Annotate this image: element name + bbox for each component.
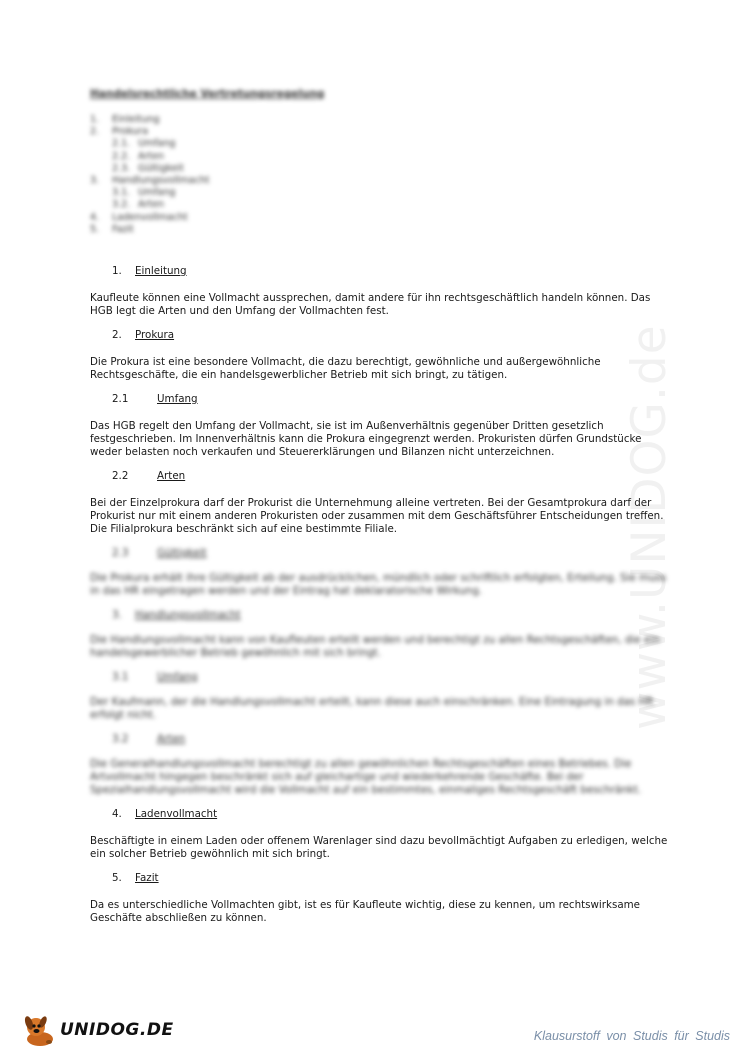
toc-item: 2.2. Arten [112,150,164,162]
section-heading-arten: 2.2 Arten [112,469,186,482]
paragraph-umfang: Das HGB regelt den Umfang der Vollmacht, sie ist im Außenverhältnis gegenüber Dritten gesetzlich festgeschrieben. Im Innenverhältnis kann die Prokura eingegrenzt werden. Prokuristen dürfen Grundstücke weder belasten noch verkaufen und Steuererklärungen und Bilanzen nicht unterzeichnen. [90,419,642,458]
section-heading-umfang: 2.1 Umfang [112,392,198,405]
toc-item: 2.3. Gültigkeit [112,162,184,174]
paragraph-ladenvollmacht: Beschäftigte in einem Laden oder offenem Warenlager sind dazu bevollmächtigt Aufgaben zu erledigen, welche ein solcher Betrieb gewöhnlich mit sich bringt. [90,834,668,860]
toc-item: 2.1. Umfang [112,138,176,150]
section-heading-hv-arten: 3.2 Arten [112,732,186,745]
section-heading-fazit: 5. Fazit [112,871,159,884]
paragraph-arten: Bei der Einzelprokura darf der Prokurist die Unternehmung alleine vertreten. Bei der Gesamtprokura darf der Prokurist nur mit einem anderen Prokuristen oder zusammen mit dem Geschäftsführer Entscheidungen treffen. Die Filialprokura beschränkt sich auf eine bestimmte Filiale. [90,496,664,535]
paragraph-handlungsvollmacht: Die Handlungsvollmacht kann von Kaufleuten erteilt werden und berechtigt zu allen Rechtsgeschäften, die ein handelsgewerblicher Betrieb gewöhnlich mit sich bringt. [90,633,660,659]
section-heading-ladenvollmacht: 4. Ladenvollmacht [112,807,218,820]
toc-item: 3. Handlungsvollmacht [90,174,210,186]
section-heading-handlungsvollmacht: 3. Handlungsvollmacht [112,608,241,621]
document-content [90,88,670,936]
toc-item: 4. Ladenvollmacht [90,211,188,223]
paragraph-hv-arten: Die Generalhandlungsvollmacht berechtigt zu allen gewöhnlichen Rechtsgeschäften eines Betriebes. Die Artvollmacht hingegen beschränkt sich auf gleichartige und wiederkehrende Geschäfte. Bei der Spezialhandlungsvollmacht wird die Vollmacht auf ein bestimmtes, einmaliges Rechtsgeschäft beschränkt. [90,757,642,796]
toc-item: 3.2. Arten [112,199,164,211]
section-heading-hv-umfang: 3.1 Umfang [112,670,198,683]
toc-item: 5. Fazit [90,223,134,235]
dog-mascot-icon [22,1012,58,1048]
toc-item: 2. Prokura [90,126,149,138]
table-of-contents [90,113,670,235]
unidog-logo[interactable] [22,1012,174,1048]
watermark: www.UNIDOG.de [622,324,677,730]
section-heading-einleitung: 1. Einleitung [112,264,187,277]
paragraph-gueltigkeit: Die Prokura erhält ihre Gültigkeit ab der ausdrücklichen, mündlich oder schriftlich erfolgten, Erteilung. Sie muss in das HR eingetragen werden und der Eintrag hat deklaratorische Wirkung. [90,571,667,597]
section-heading-gueltigkeit: 2.3 Gültigkeit [112,546,207,559]
paragraph-fazit: Da es unterschiedliche Vollmachten gibt, ist es für Kaufleute wichtig, diese zu kennen, um rechtswirksame Geschäfte abschließen zu können. [90,898,641,924]
document-title: Handelsrechtliche Vertretungsregelung [90,88,325,100]
toc-item: 1. Einleitung [90,114,160,125]
paragraph-einleitung: Kaufleute können eine Vollmacht aussprechen, damit andere für ihn rechtsgeschäftlich handeln können. Das HGB legt die Arten und den Umfang der Vollmachten fest. [90,291,651,317]
section-heading-prokura: 2. Prokura [112,328,175,341]
blurred-title-area [90,88,670,235]
toc-item: 3.1. Umfang [112,187,176,199]
paragraph-prokura: Die Prokura ist eine besondere Vollmacht, die dazu berechtigt, gewöhnliche und außergewöhnliche Rechtsgeschäfte, die ein handelsgewerblicher Betrieb mit sich bringt, zu tätigen. [90,355,601,381]
blurred-content-block [90,547,670,797]
footer-tagline: Klausurstoff von Studis für Studis [533,1029,730,1043]
paragraph-hv-umfang: Der Kaufmann, der die Handlungsvollmacht erteilt, kann diese auch einschränken. Eine Eintragung in das HR erfolgt nicht. [90,695,654,721]
logo-text: UNIDOG.DE [60,1020,174,1040]
